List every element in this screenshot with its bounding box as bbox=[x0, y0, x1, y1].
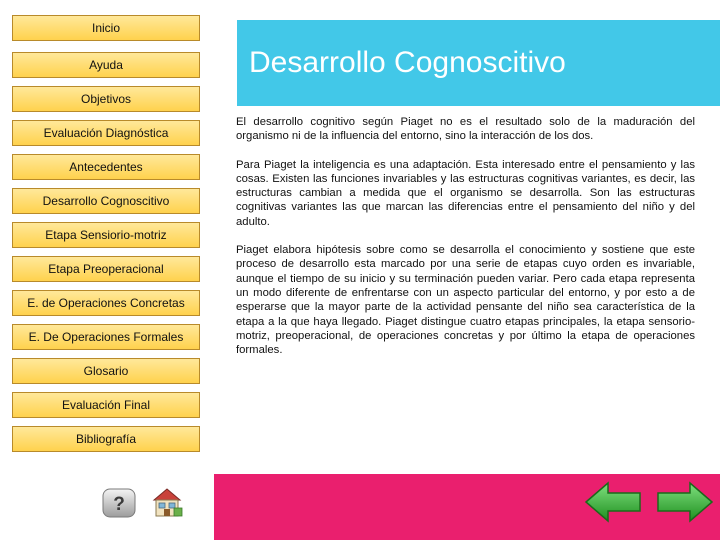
footer-bar bbox=[214, 474, 720, 540]
content-area bbox=[236, 115, 695, 371]
nav-desarrollo-cognoscitivo-label: Desarrollo Cognoscitivo bbox=[42, 194, 170, 208]
nav-operaciones-concretas-label: E. de Operaciones Concretas bbox=[27, 296, 185, 310]
nav-bibliografia-button[interactable] bbox=[12, 426, 200, 452]
nav-objetivos-label: Objetivos bbox=[80, 92, 132, 106]
back-button[interactable] bbox=[584, 480, 644, 524]
nav-evaluacion-diagnostica-label: Evaluación Diagnóstica bbox=[43, 126, 169, 140]
nav-operaciones-formales-button[interactable] bbox=[12, 324, 200, 350]
content-paragraph-1: El desarrollo cognitivo según Piaget no es el resultado solo de la maduración del organismo ni de la influencia del entorno, sino la interacción de los dos. bbox=[236, 116, 695, 143]
back-arrow-icon bbox=[584, 480, 644, 524]
nav-desarrollo-cognoscitivo-button[interactable] bbox=[12, 188, 200, 214]
nav-evaluacion-final-label: Evaluación Final bbox=[61, 398, 151, 412]
content-paragraph-3: Piaget elabora hipótesis sobre como se desarrolla el conocimiento y sostiene que este proceso de desarrollo esta marcado por una serie de etapas cuyo orden es invariable, aunque el tiempo de su inicio y su terminación pueden variar. Pero cada etapa representa un modo diferente de enfrentarse con un aspecto particular del entorno, y por esto a de esperarse que la mayor parte de la actividad pensante del niño sea característica de la etapa a la que haya llegado. Piaget distingue cuatro etapas principales, la etapa sensorio-motriz, preoperacional, de operaciones concretas y por último la etapa de operaciones formales. bbox=[236, 244, 695, 357]
nav-inicio-label: Inicio bbox=[91, 21, 120, 35]
nav-etapa-preoperacional-button[interactable] bbox=[12, 256, 200, 282]
content-paragraph-2: Para Piaget la inteligencia es una adaptación. Esta interesado entre el pensamiento y las cosas. Existen las funciones invariables y las estructuras cognitivas variantes, es decir, las estructuras cambian a medida que el organismo se desarrolla. Son las estructuras cognitivas variantes las que marcan las diferencias entre el pensamiento del niño y del adulto. bbox=[236, 158, 695, 228]
svg-text:?: ? bbox=[113, 494, 125, 515]
help-icon bbox=[102, 488, 136, 518]
nav-operaciones-formales-label: E. De Operaciones Formales bbox=[28, 330, 184, 344]
page-title: Desarrollo Cognoscitivo bbox=[249, 46, 566, 79]
sidebar-nav bbox=[0, 0, 214, 474]
home-icon bbox=[150, 486, 184, 518]
help-button[interactable] bbox=[102, 488, 136, 518]
nav-glosario-label: Glosario bbox=[83, 364, 129, 378]
nav-ayuda-button[interactable] bbox=[12, 52, 200, 78]
nav-evaluacion-diagnostica-button[interactable] bbox=[12, 120, 200, 146]
nav-glosario-button[interactable] bbox=[12, 358, 200, 384]
forward-button[interactable] bbox=[654, 480, 714, 524]
nav-evaluacion-final-button[interactable] bbox=[12, 392, 200, 418]
home-button[interactable] bbox=[150, 486, 184, 518]
nav-objetivos-button[interactable] bbox=[12, 86, 200, 112]
forward-arrow-icon bbox=[654, 480, 714, 524]
nav-antecedentes-button[interactable] bbox=[12, 154, 200, 180]
nav-etapa-sensoriomotriz-label: Etapa Sensiorio-motriz bbox=[45, 228, 167, 242]
nav-ayuda-label: Ayuda bbox=[89, 58, 123, 72]
nav-bibliografia-label: Bibliografía bbox=[75, 432, 137, 446]
nav-inicio-button[interactable] bbox=[12, 15, 200, 41]
nav-antecedentes-label: Antecedentes bbox=[69, 160, 143, 174]
nav-etapa-preoperacional-label: Etapa Preoperacional bbox=[48, 262, 164, 276]
nav-operaciones-concretas-button[interactable] bbox=[12, 290, 200, 316]
nav-etapa-sensoriomotriz-button[interactable] bbox=[12, 222, 200, 248]
